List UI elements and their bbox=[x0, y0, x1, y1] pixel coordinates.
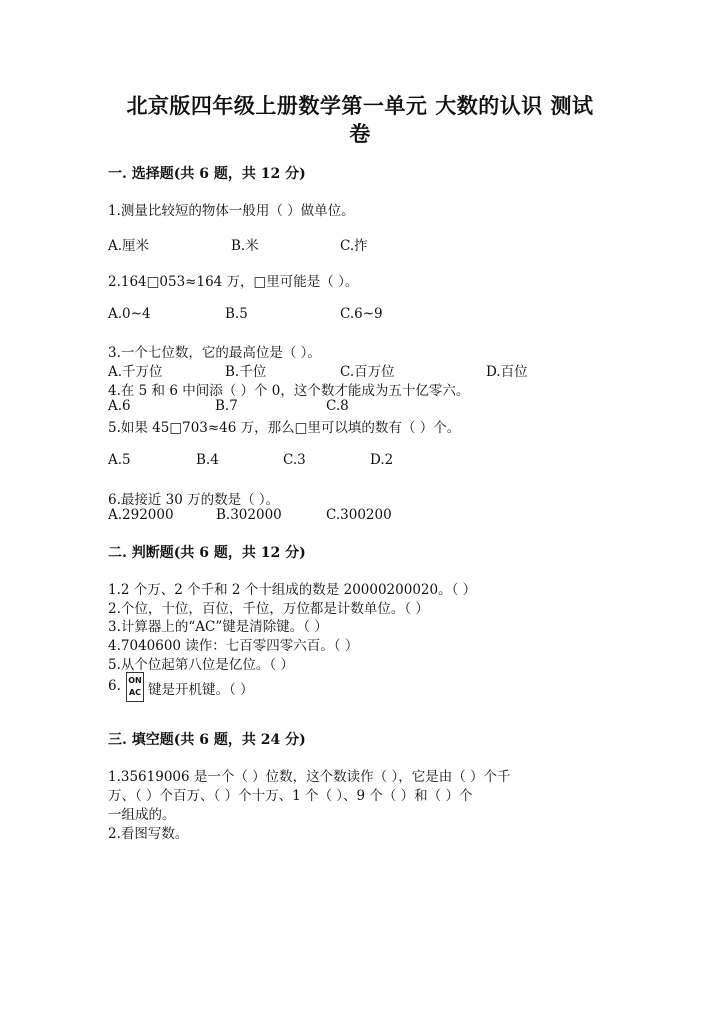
question-3-option-b: B.千位 bbox=[225, 364, 267, 380]
judgement-item-3: 3.计算器上的“AC”键是清除键。（ ） bbox=[108, 619, 328, 635]
question-6-option-c: C.300200 bbox=[326, 507, 392, 523]
question-5-option-b: B.4 bbox=[196, 452, 219, 468]
question-4-option-b: B.7 bbox=[215, 398, 238, 414]
on-key-label: ON bbox=[128, 676, 142, 685]
question-3-option-a: A.千万位 bbox=[108, 364, 163, 380]
judgement-item-1: 1.2 个万、2 个千和 2 个十组成的数是 20000200020。（ ） bbox=[108, 582, 477, 598]
section-heading-fill-blank: 三. 填空题(共 6 题，共 24 分) bbox=[108, 732, 306, 748]
judgement-item-4: 4.7040600 读作：七百零四零六百。（ ） bbox=[108, 638, 359, 654]
page-title-line1: 北京版四年级上册数学第一单元 大数的认识 测试 bbox=[126, 93, 594, 118]
question-5-option-c: C.3 bbox=[283, 452, 306, 468]
on-ac-key-icon bbox=[126, 672, 144, 702]
fill-question-2: 2.看图写数。 bbox=[108, 826, 189, 842]
question-2-option-a: A.0~4 bbox=[108, 306, 151, 322]
question-6-option-b: B.302000 bbox=[216, 507, 282, 523]
question-3-text: 3.一个七位数，它的最高位是（ ）。 bbox=[108, 345, 321, 361]
question-5-option-d: D.2 bbox=[370, 452, 394, 468]
question-1-option-c: C.拃 bbox=[340, 238, 368, 254]
question-4-option-c: C.8 bbox=[326, 398, 349, 414]
judgement-item-6-prefix: 6. bbox=[108, 678, 121, 694]
question-4-option-a: A.6 bbox=[108, 398, 131, 414]
question-3-option-d: D.百位 bbox=[486, 364, 528, 380]
question-2-text: 2.164□053≈164 万，□里可能是（ ）。 bbox=[108, 274, 359, 290]
question-1-option-b: B.米 bbox=[231, 238, 259, 254]
question-1-option-a: A.厘米 bbox=[108, 238, 150, 254]
fill-question-1-line1: 1.35619006 是一个（ ）位数，这个数读作（ ），它是由（ ）个千 bbox=[108, 769, 511, 785]
question-1-text: 1.测量比较短的物体一般用（ ）做单位。 bbox=[108, 203, 355, 219]
question-6-text: 6.最接近 30 万的数是（ ）。 bbox=[108, 492, 280, 508]
question-2-option-b: B.5 bbox=[225, 306, 248, 322]
judgement-item-6-text: 键是开机键。（ ） bbox=[148, 682, 254, 698]
section-heading-choice: 一. 选择题(共 6 题，共 12 分) bbox=[108, 166, 306, 182]
ac-key-label: AC bbox=[128, 688, 142, 697]
judgement-item-2: 2.个位，十位，百位，千位，万位都是计数单位。（ ） bbox=[108, 601, 429, 617]
question-5-text: 5.如果 45□703≈46 万，那么□里可以填的数有（ ）个。 bbox=[108, 420, 461, 436]
judgement-item-5: 5.从个位起第八位是亿位。（ ） bbox=[108, 657, 294, 673]
question-6-option-a: A.292000 bbox=[108, 507, 174, 523]
page-title-line2: 卷 bbox=[349, 121, 371, 146]
section-heading-judgement: 二. 判断题(共 6 题，共 12 分) bbox=[108, 545, 306, 561]
question-5-option-a: A.5 bbox=[108, 452, 131, 468]
fill-question-1-line2: 万、（ ）个百万、（ ）个十万、1 个（ ）、9 个（ ）和（ ）个 bbox=[108, 788, 473, 804]
question-2-option-c: C.6~9 bbox=[340, 306, 383, 322]
question-3-option-c: C.百万位 bbox=[340, 364, 395, 380]
question-4-text: 4.在 5 和 6 中间添（ ）个 0，这个数才能成为五十亿零六。 bbox=[108, 383, 470, 399]
fill-question-1-line3: 一组成的。 bbox=[108, 807, 176, 823]
